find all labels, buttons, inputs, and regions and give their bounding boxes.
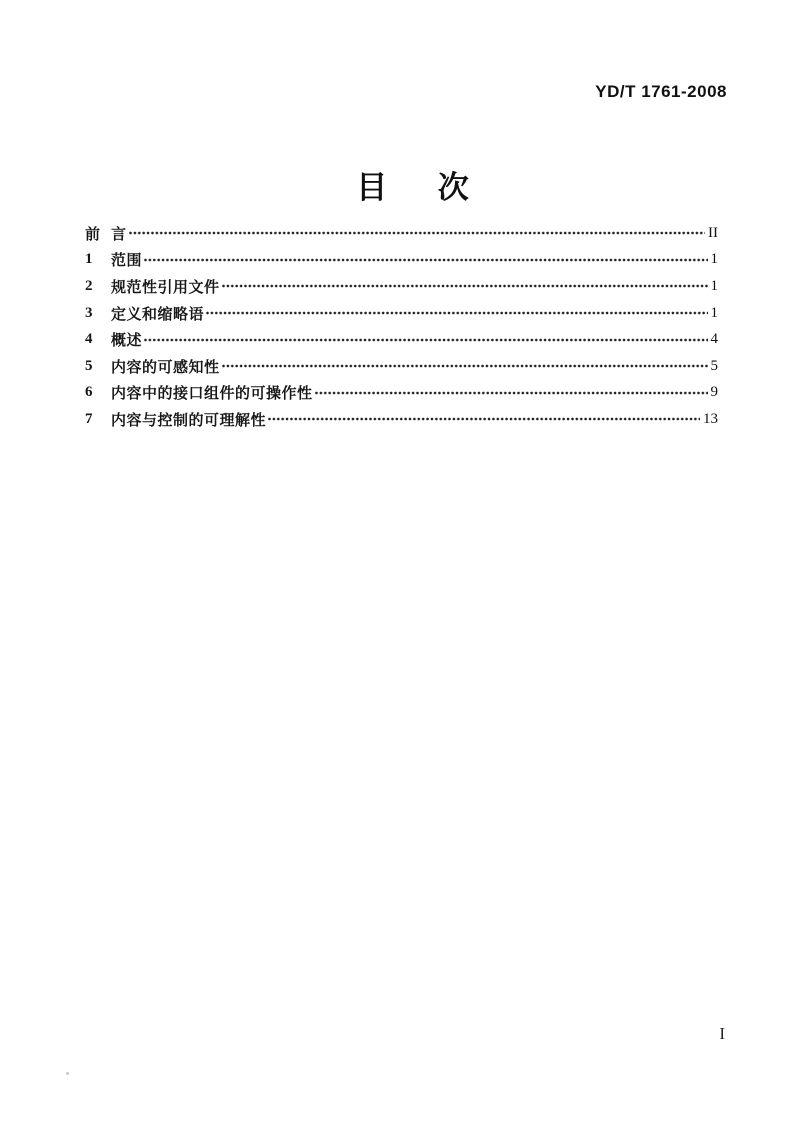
toc-entry-page: 1 — [710, 277, 718, 294]
dot-leader — [144, 258, 707, 262]
toc-entry-overview — [85, 326, 718, 353]
toc-entry-understandability — [85, 406, 718, 433]
toc-entry-page: II — [708, 224, 718, 241]
toc-entry-number: 5 — [85, 357, 93, 374]
toc-entry-title: 规范性引用文件 — [111, 278, 220, 296]
dot-leader — [268, 417, 700, 421]
toc-entry-foreword — [85, 220, 718, 247]
toc-entry-title: 范围 — [111, 252, 143, 270]
dot-leader — [222, 364, 708, 368]
scan-artifact-dot — [66, 1072, 69, 1075]
toc-entry-page: 1 — [710, 304, 718, 321]
toc-entry-number: 3 — [85, 304, 93, 321]
toc-entry-number: 前 — [85, 226, 101, 243]
toc-entry-perceivability — [85, 353, 718, 380]
toc-entry-title: 言 — [111, 225, 127, 243]
toc-entry-title: 概述 — [111, 332, 143, 350]
toc-entry-page: 4 — [710, 331, 718, 348]
dot-leader — [206, 311, 707, 315]
toc-entry-title: 定义和缩略语 — [111, 305, 205, 323]
dot-leader — [222, 284, 708, 288]
toc-entry-definitions — [85, 300, 718, 327]
toc-entry-page: 1 — [710, 251, 718, 268]
toc-entry-page: 13 — [703, 410, 718, 427]
toc-entry-title: 内容中的接口组件的可操作性 — [111, 385, 313, 403]
toc-entry-title: 内容与控制的可理解性 — [111, 411, 267, 429]
dot-leader — [315, 391, 708, 395]
toc-entry-normative-references — [85, 273, 718, 300]
dot-leader — [129, 231, 705, 235]
dot-leader — [144, 338, 707, 342]
standard-code: YD/T 1761-2008 — [595, 82, 727, 101]
page-number: I — [719, 1024, 725, 1043]
toc-entry-operability — [85, 380, 718, 407]
toc-entry-number: 4 — [85, 331, 93, 348]
toc-entry-scope — [85, 247, 718, 274]
toc-entry-number: 1 — [85, 251, 93, 268]
toc-entry-number: 7 — [85, 410, 93, 427]
toc-entry-number: 6 — [85, 384, 93, 401]
page-title: 目 次 — [356, 169, 469, 205]
toc-entry-page: 9 — [710, 384, 718, 401]
toc-entry-page: 5 — [710, 357, 718, 374]
toc-entry-number: 2 — [85, 277, 93, 294]
table-of-contents — [85, 220, 718, 433]
toc-entry-title: 内容的可感知性 — [111, 358, 220, 376]
